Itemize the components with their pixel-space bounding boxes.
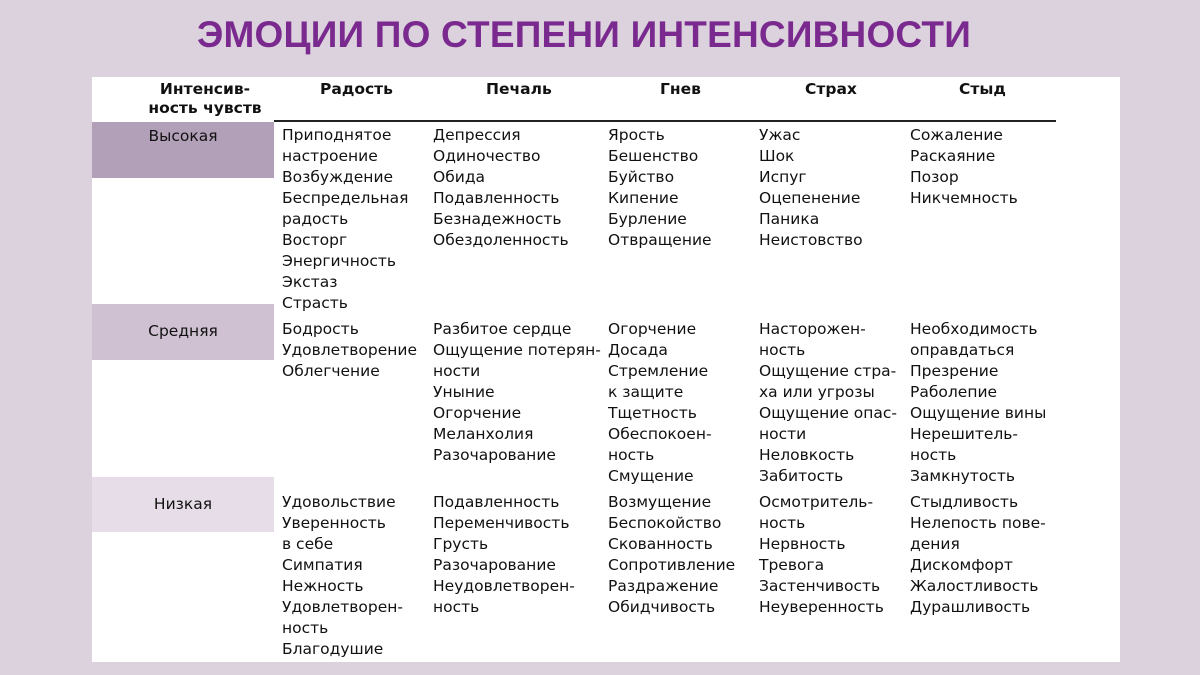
cell-line: к защите: [608, 383, 684, 401]
cell-line: Благодушие: [282, 640, 384, 658]
cell-line: ность: [910, 446, 957, 464]
cell-line: Уверенность: [282, 514, 386, 532]
cell-line: Нежность: [282, 577, 364, 595]
cell-line: Ярость: [608, 126, 665, 144]
level-high: Высокая: [148, 127, 218, 145]
cell-line: Презрение: [910, 362, 999, 380]
cell-line: Страсть: [282, 294, 348, 312]
cell-line: Огорчение: [608, 320, 697, 338]
level-medium: Средняя: [148, 322, 218, 340]
header-fear: Страх: [805, 80, 857, 98]
cell-line: Энергичность: [282, 252, 397, 270]
cell-high-joy: [282, 125, 408, 314]
cell-line: Симпатия: [282, 556, 363, 574]
cell-line: Удовлетворен-: [282, 598, 403, 616]
cell-line: ности: [433, 362, 481, 380]
cell-line: Насторожен-: [759, 320, 866, 338]
cell-line: оправдаться: [910, 341, 1015, 359]
cell-medium-shame: [910, 319, 1046, 487]
cell-line: Неловкость: [759, 446, 855, 464]
cell-line: Облегчение: [282, 362, 380, 380]
cell-line: Обидчивость: [608, 598, 716, 616]
cell-line: Подавленность: [433, 493, 560, 511]
level-low: Низкая: [153, 495, 213, 513]
cell-line: Беспокойство: [608, 514, 722, 532]
cell-line: Разбитое сердце: [433, 320, 572, 338]
cell-line: Нервность: [759, 535, 846, 553]
cell-high-sadness: [433, 125, 569, 251]
cell-line: Ужас: [759, 126, 801, 144]
header-intensity-line2: ность чувств: [148, 99, 262, 117]
cell-line: Безнадежность: [433, 210, 562, 228]
cell-line: Бешенство: [608, 147, 699, 165]
cell-line: ность: [282, 619, 329, 637]
cell-line: Дурашливость: [910, 598, 1031, 616]
cell-line: ность: [433, 598, 480, 616]
cell-low-shame: [910, 492, 1046, 618]
cell-line: Позор: [910, 168, 959, 186]
header-divider: [274, 120, 1056, 122]
cell-line: Удовлетворение: [282, 341, 417, 359]
cell-line: Буйство: [608, 168, 675, 186]
cell-line: Тревога: [759, 556, 825, 574]
cell-medium-fear: [759, 319, 897, 487]
cell-line: Огорчение: [433, 404, 522, 422]
header-shame: Стыд: [959, 80, 1006, 98]
cell-line: Застенчивость: [759, 577, 881, 595]
cell-line: ность: [759, 514, 806, 532]
cell-line: Уныние: [433, 383, 495, 401]
cell-line: Обеспокоен-: [608, 425, 712, 443]
header-sadness: Печаль: [486, 80, 552, 98]
cell-line: Депрессия: [433, 126, 521, 144]
cell-low-fear: [759, 492, 884, 618]
cell-line: Раболепие: [910, 383, 998, 401]
cell-line: Возбуждение: [282, 168, 394, 186]
cell-line: Беспредельная: [282, 189, 409, 207]
cell-medium-sadness: [433, 319, 601, 466]
cell-line: Стремление: [608, 362, 709, 380]
cell-line: ность: [608, 446, 655, 464]
cell-line: Одиночество: [433, 147, 541, 165]
emotion-table: [92, 77, 1120, 662]
cell-line: дения: [910, 535, 960, 553]
cell-line: Отвращение: [608, 231, 712, 249]
cell-line: Нерешитель-: [910, 425, 1019, 443]
cell-line: Грусть: [433, 535, 489, 553]
cell-line: Ощущение потерян-: [433, 341, 601, 359]
header-anger: Гнев: [660, 80, 701, 98]
cell-low-sadness: [433, 492, 575, 618]
cell-line: Раскаяние: [910, 147, 996, 165]
cell-medium-joy: [282, 319, 417, 382]
cell-line: Обида: [433, 168, 486, 186]
cell-line: Паника: [759, 210, 820, 228]
cell-line: Ощущение вины: [910, 404, 1047, 422]
cell-line: Досада: [608, 341, 668, 359]
cell-line: Тщетность: [608, 404, 697, 422]
cell-line: Раздражение: [608, 577, 719, 595]
cell-line: Ощущение стра-: [759, 362, 897, 380]
cell-line: Забитость: [759, 467, 844, 485]
page-title: ЭМОЦИИ ПО СТЕПЕНИ ИНТЕНСИВНОСТИ: [196, 14, 972, 55]
cell-high-shame: [910, 125, 1018, 209]
cell-line: Возмущение: [608, 493, 712, 511]
cell-line: настроение: [282, 147, 378, 165]
cell-line: Никчемность: [910, 189, 1018, 207]
cell-low-joy: [282, 492, 403, 660]
cell-line: в себе: [282, 535, 334, 553]
cell-line: Подавленность: [433, 189, 560, 207]
cell-line: Бодрость: [282, 320, 359, 338]
cell-line: радость: [282, 210, 349, 228]
cell-line: Дискомфорт: [910, 556, 1013, 574]
cell-medium-anger: [608, 319, 712, 487]
cell-line: Приподнятое: [282, 126, 392, 144]
cell-line: Скованность: [608, 535, 713, 553]
cell-line: Смущение: [608, 467, 694, 485]
cell-line: Удовольствие: [282, 493, 396, 511]
cell-high-anger: [608, 125, 712, 251]
cell-line: Стыдливость: [910, 493, 1019, 511]
cell-line: Кипение: [608, 189, 679, 207]
cell-line: Сожаление: [910, 126, 1003, 144]
cell-line: Неудовлетворен-: [433, 577, 575, 595]
cell-line: Ощущение опас-: [759, 404, 898, 422]
cell-line: Испуг: [759, 168, 807, 186]
cell-line: Необходимость: [910, 320, 1038, 338]
cell-line: Разочарование: [433, 446, 556, 464]
header-intensity: [140, 80, 270, 118]
cell-line: ность: [759, 341, 806, 359]
cell-line: ха или угрозы: [759, 383, 875, 401]
cell-line: Осмотритель-: [759, 493, 874, 511]
cell-line: Замкнутость: [910, 467, 1015, 485]
cell-line: Неистовство: [759, 231, 863, 249]
cell-line: Неуверенность: [759, 598, 884, 616]
cell-line: ности: [759, 425, 807, 443]
cell-line: Оцепенение: [759, 189, 861, 207]
cell-line: Сопротивление: [608, 556, 736, 574]
cell-line: Жалостливость: [910, 577, 1039, 595]
cell-line: Бурление: [608, 210, 687, 228]
header-joy: Радость: [320, 80, 393, 98]
cell-line: Восторг: [282, 231, 348, 249]
cell-line: Разочарование: [433, 556, 556, 574]
cell-line: Обездоленность: [433, 231, 569, 249]
cell-high-fear: [759, 125, 863, 251]
cell-line: Переменчивость: [433, 514, 570, 532]
cell-line: Экстаз: [282, 273, 338, 291]
cell-line: Меланхолия: [433, 425, 534, 443]
cell-line: Шок: [759, 147, 795, 165]
cell-low-anger: [608, 492, 735, 618]
cell-line: Нелепость пове-: [910, 514, 1046, 532]
header-intensity-line1: Интенсив-: [159, 80, 251, 98]
